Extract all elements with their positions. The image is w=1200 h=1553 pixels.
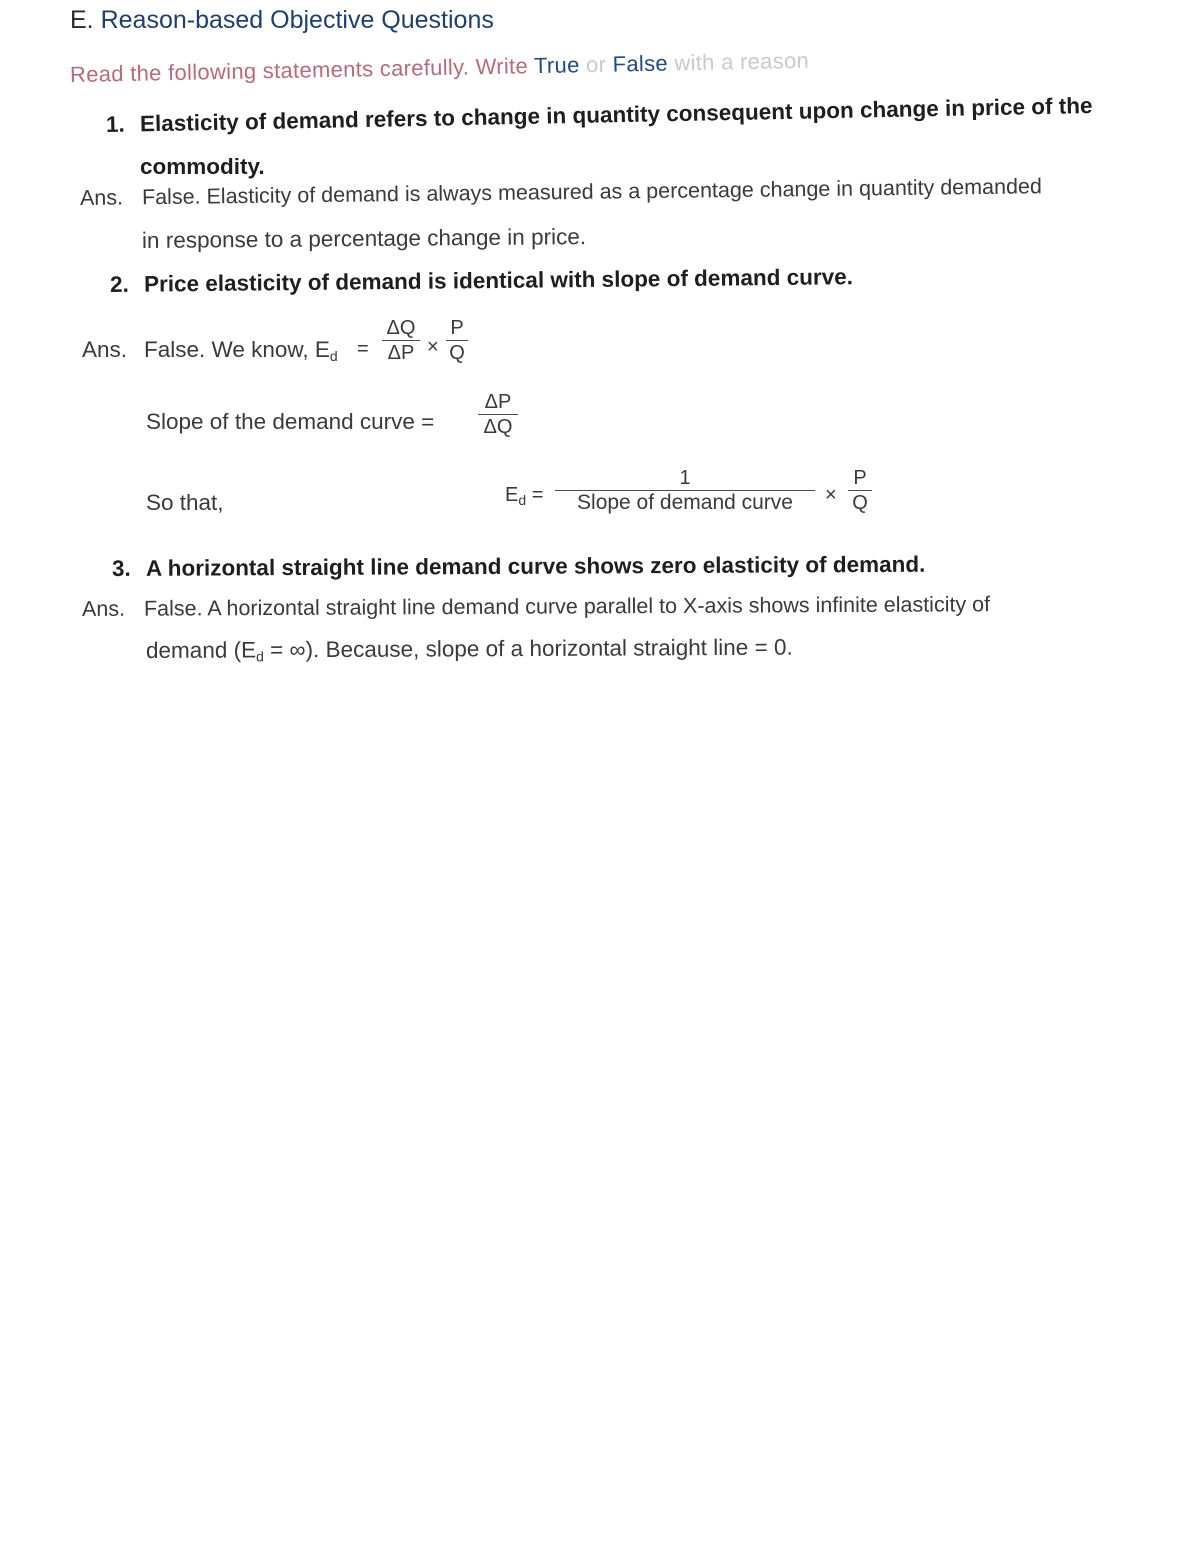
answer-text: = ∞). Because, slope of a horizontal straight line = 0. [263,634,793,663]
ans-label: Ans. [82,337,128,362]
slope-label: Slope of the demand curve = [146,409,435,434]
times-sign: × [825,484,837,506]
question-3 [112,552,925,582]
section-letter: E. [70,6,94,34]
subscript: d [256,648,264,665]
instruction-text: Read the following statements carefully. Write [69,53,529,87]
fraction-p-q-2 [848,466,872,515]
fraction-p-q [446,316,468,365]
question-number: 3. [111,555,131,581]
numerator: P [450,317,464,339]
ans-label: Ans. [79,185,124,210]
answer-3 [82,592,990,622]
fraction-dq-dp [382,316,420,365]
question-2 [110,264,853,298]
question-text: Elasticity of demand refers to change in quantity consequent upon change in price of the [139,93,1093,137]
instruction-true: True [533,52,580,79]
instruction-with-reason: with a reason [674,47,810,76]
question-text: Price elasticity of demand is identical with slope of demand curve. [143,264,854,297]
equals-sign: = [531,484,544,506]
times-sign: × [427,336,439,358]
section-heading [70,6,494,35]
fraction-one-over-slope [555,466,815,515]
question-text: A horizontal straight line demand curve shows zero elasticity of demand. [145,551,926,581]
fraction-dp-dq [478,390,518,439]
answer-text: False. Elasticity of demand is always measured as a percentage change in quantity demanded [141,174,1043,210]
instruction-false: False [612,50,669,77]
equals-sign: = [357,338,369,360]
denominator: ΔQ [483,416,513,438]
question-1 [106,93,1093,138]
numerator: 1 [679,467,691,489]
answer-1-line2 [142,224,586,254]
so-that-label: So that, [146,490,224,515]
instruction-or: or [585,51,607,78]
subscript: d [329,348,338,364]
denominator: Q [852,492,868,514]
answer-3-line2 [146,635,793,665]
section-title: Reason-based Objective Questions [100,6,494,34]
answer-text: in response to a percentage change in price. [141,224,587,253]
denominator: Slope of demand curve [577,491,793,514]
question-text: commodity. [140,154,265,179]
numerator: P [853,467,867,489]
question-number: 1. [105,111,125,137]
answer-2 [82,337,338,364]
answer-text: False. A horizontal straight line demand curve parallel to X-axis shows infinite elasticity of [143,592,991,621]
numerator: ΔQ [386,317,416,339]
subscript: d [518,492,527,508]
question-number: 2. [109,271,129,297]
numerator: ΔP [484,391,512,413]
ed-symbol: E [505,484,519,506]
answer-text: False. We know, E [144,337,330,362]
denominator: Q [449,342,465,364]
ed-label [505,484,543,508]
answer-text: demand (E [145,637,257,663]
denominator: ΔP [387,342,415,364]
ans-label: Ans. [81,596,126,621]
question-1-line2 [140,154,265,180]
instruction-line [70,48,810,88]
